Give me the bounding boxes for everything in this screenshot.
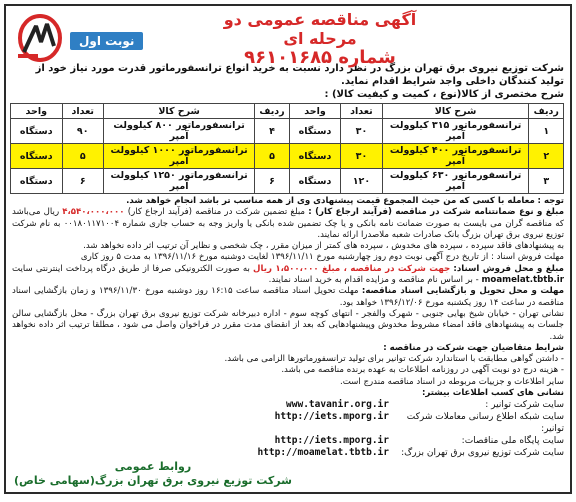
col-header: تعداد [341, 104, 382, 119]
table-cell: ۱۲۰ [341, 169, 382, 194]
delivery-text: مهلت تحویل اسناد مناقصه ساعت ۱۶:۱۵ روز دوشنبه مورخ ۱۳۹۶/۱۱/۳۰ و زمان بازگشایی اسناد مناقصه در ساعت ۱۴ روز یکشنبه مورخ ۱۳۹۶/۱۲/۰۶ خواهد بود. [12, 286, 564, 308]
table-cell: ۳ [529, 169, 564, 194]
deposit-note: به پیشنهادهای فاقد سپرده ، سپرده های مخدوش ، سپرده های کمتر از میزان مقرر ، چک شخصی و نظایر آن ترتیب اثر داده نخواهد شد. [83, 241, 564, 252]
guarantee-pre: مبلغ تضمین شرکت در مناقصه (فرآیند ارجاع کار) [127, 207, 306, 218]
table-cell: ترانسفورماتور ۱۲۵۰ کیلوولت آمپر [103, 169, 254, 194]
items-table [10, 103, 564, 194]
address-paragraph: نشانی تهران - خیابان شیخ بهایی جنوبی - شهرک والفجر - انتهای کوچه سوم - اداره دبیرخانه شرکت توزیع نیروی برق تهران بزرگ - محل بازگشایی سالن جلسات به پیشنهادهای فاقد امضاء مشروط مخدوش وپیشنهادهایی که بعد از انقضای مدت مقرر در فراخوان واصل می شود ، مطلقا ترتیب اثر داده نخواهد شد. [12, 308, 564, 342]
sale-label: مبلغ و محل فروش اسناد: [453, 263, 564, 274]
table-cell: ۱ [529, 119, 564, 144]
table-cell: ۵ [62, 144, 103, 169]
table-cell: دستگاه [11, 119, 63, 144]
intro-paragraph: شرکت توزیع نیروی برق تهران بزرگ در نظر دارد نسبت به خرید انواع ترانسفورماتور قدرت مورد نیاز خود از تولید کنندگان داخلی واجد شرایط اقدام نماید. [35, 63, 564, 87]
site-label: سایت شرکت توانیر : [485, 400, 564, 411]
company-logo-icon [14, 12, 62, 62]
table-cell: دستگاه [11, 169, 63, 194]
table-cell: ترانسفورماتور ۳۱۵ کیلوولت آمپر [382, 119, 529, 144]
table-header-row [11, 104, 564, 119]
condition-3: سایر اطلاعات و جزییات مربوطه در اسناد مناقصه مندرج است. [340, 376, 564, 387]
footer-line-1: روابط عمومی [114, 460, 192, 473]
sale-tail: - بر اساس نام مناقصه و مزایده اقدام به خرید اسناد نمایند. [268, 275, 479, 286]
sale-post: به صورت الکترونیکی صرفا از طریق درگاه پرداخت اینترنتی سایت [12, 263, 250, 274]
list-item [12, 399, 564, 411]
guarantee-paragraph [12, 207, 564, 241]
sale-amount: جهت شرکت در مناقصه ، مبلغ ۱،۵۰۰،۰۰۰ ریال [253, 263, 451, 274]
table-cell: ۶ [62, 169, 103, 194]
site-label: سایت شبکه اطلاع رسانی معاملات شرکت توانیر: [406, 412, 564, 435]
col-header: ردیف [529, 104, 564, 119]
info-label: نشانی های کسب اطلاعات بیشتر: [421, 388, 564, 399]
delivery-label: مهلت و محل تحویل و بازگشایی اسناد مناقصه: [361, 286, 565, 297]
notice-title [200, 10, 440, 67]
tender-number: شماره ۹۶۱۰۱۶۸۵ [244, 47, 396, 68]
title-line-1: آگهی مناقصه عمومی دو مرحله ای [223, 10, 417, 48]
condition-2: - هزینه درج دو نوبت آگهی در روزنامه اطلاعات به عهده برنده مناقصه می باشد. [281, 365, 564, 376]
summary-label: شرح مختصری از کالا(نوع ، کمیت و کیفیت کالا) : [324, 89, 564, 100]
tender-notice [4, 4, 572, 494]
table-row [11, 144, 564, 169]
col-header: ردیف [255, 104, 290, 119]
public-relations-footer [14, 460, 292, 488]
table-cell: دستگاه [289, 119, 340, 144]
guarantee-amount: ۴،۵۴۰،۰۰۰،۰۰۰ [62, 207, 125, 218]
table-cell: ترانسفورماتور ۸۰۰ کیلوولت آمپر [103, 119, 254, 144]
table-cell: ۳۰ [341, 144, 382, 169]
list-item [12, 447, 564, 459]
attention-text: معامله با کسی که من حیث المجموع قیمت پیشنهادی وی از همه مناسب تر باشد انجام خواهد شد. [126, 196, 535, 206]
table-cell: دستگاه [11, 144, 63, 169]
col-header: شرح کالا [382, 104, 529, 119]
site-label: سایت شرکت توزیع نیروی برق تهران بزرگ: [401, 448, 564, 459]
table-cell: ترانسفورماتور ۶۳۰ کیلوولت آمپر [382, 169, 529, 194]
conditions-label: شرایط متقاضیان جهت شرکت در مناقصه : [383, 342, 564, 353]
col-header: واحد [289, 104, 340, 119]
table-cell: ۲ [529, 144, 564, 169]
sale-paragraph [12, 264, 564, 287]
table-cell: دستگاه [289, 144, 340, 169]
attention-paragraph [12, 196, 564, 207]
site-link[interactable]: http://iets.mporg.ir [274, 435, 389, 447]
info-sites [6, 399, 570, 459]
sale-period: مهلت فروش اسناد : از تاریخ درج آگهی نوبت دوم روز چهارشنبه مورخ ۱۳۹۶/۱۱/۱۱ لغایت دوشنبه مورخ ۱۳۹۶/۱۱/۱۶ به مدت ۵ روز کاری [80, 252, 564, 263]
table-cell: ۵ [255, 144, 290, 169]
site-link[interactable]: http://iets.mporg.ir [274, 411, 389, 423]
list-item [12, 411, 564, 435]
notice-body [6, 194, 570, 399]
table-row [11, 119, 564, 144]
round-badge: نوبت اول [70, 32, 143, 50]
condition-1: - داشتن گواهی مطابقت با استاندارد شرکت توانیر برای تولید ترانسفورماتورها الزامی می باشد. [224, 354, 564, 365]
table-cell: ۴ [255, 119, 290, 144]
attention-label: توجه : [537, 196, 564, 206]
table-cell: ۳۰ [341, 119, 382, 144]
col-header: شرح کالا [103, 104, 254, 119]
col-header: واحد [11, 104, 63, 119]
guarantee-post: ریال می‌باشد که مناقصه گران می بایست به صورت ضمانت نامه بانکی و یا چک تضمین شده بانکی یا واریز وجه به حساب جاری شماره ۰۰۱۸۰۱۱۷۱۰۰۴ به نام شرکت توزیع نیروی برق تهران بزرگ بانک صادرات شعبه ملاصدرا ارائه نمایند. [12, 207, 564, 240]
table-cell: ۶ [255, 169, 290, 194]
delivery-paragraph [12, 286, 564, 309]
guarantee-label: مبلغ و نوع ضمانتنامه شرکت در مناقصه (فرآیند ارجاع کار) : [308, 207, 565, 218]
table-row [11, 169, 564, 194]
notice-header [6, 6, 570, 66]
table-cell: ۹۰ [62, 119, 103, 144]
col-header: تعداد [62, 104, 103, 119]
site-label: سایت پایگاه ملی مناقصات: [461, 436, 564, 447]
table-cell: ترانسفورماتور ۱۰۰۰ کیلوولت آمپر [103, 144, 254, 169]
site-link[interactable]: www.tavanir.org.ir [286, 399, 389, 411]
table-cell: ترانسفورماتور ۴۰۰ کیلوولت آمپر [382, 144, 529, 169]
footer-line-2: شرکت توزیع نیروی برق تهران بزرگ(سهامی خاص) [14, 474, 292, 487]
sale-site-link[interactable]: moamelat.tbtb.ir [481, 275, 564, 286]
table-cell: دستگاه [289, 169, 340, 194]
list-item [12, 435, 564, 447]
site-link[interactable]: http://moamelat.tbtb.ir [257, 447, 389, 459]
